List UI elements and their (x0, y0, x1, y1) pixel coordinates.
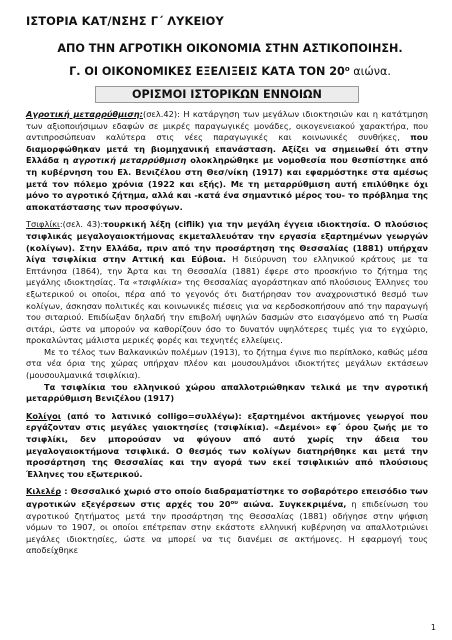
paragraph-expropriation: Τα τσιφλίκια του ελληνικού χώρου απαλλοτριώθηκαν τελικά με την αγροτική μεταρρύθμιση Βενιζέλου (1917) (26, 381, 428, 404)
section-title-tail: αιώνα. (349, 65, 391, 78)
text: της Θεσσαλίας αγοράστηκαν από πλούσιους Έλληνες του εξωτερικού οι οποίοι, πέρα από το γεγονός ότι διατήρησαν τον αναχρονιστικό θεσμό των κολίγων, άσκησαν πολιτικές και κοινωνικές πιέσεις για να κερδοσκοπήσουν από την παραγωγή του σιταριού. Επιδίωξαν δηλαδή την επιβολή υψηλών δασμών στο εισαγόμενο από τη Ρωσία σιτάρι, ώστε να μπορούν να καθορίζουν όσο το δυνατόν υψηλότερες τιμές για το εγχώριο, προκαλώντας μάλιστα μερικές φορές και τεχνητές ελλείψεις. (26, 277, 428, 346)
paragraph-koligoi (26, 411, 428, 481)
chapter-title: ΑΠΟ ΤΗΝ ΑΓΡΟΤΙΚΗ ΟΙΚΟΝΟΜΙΑ ΣΤΗΝ ΑΣΤΙΚΟΠΟΙΗΣΗ. (57, 42, 403, 55)
section-title-main: Γ. ΟΙ ΟΙΚΟΝΟΜΙΚΕΣ ΕΞΕΛΙΞΕΙΣ ΚΑΤΑ ΤΟΝ 20 (69, 65, 345, 78)
ref: :(σελ. 43): (59, 219, 104, 230)
paragraph-agrarian-reform (26, 109, 428, 213)
definitions-banner: ΟΡΙΣΜΟΙ ΙΣΤΟΡΙΚΩΝ ΕΝΝΟΙΩΝ (95, 86, 359, 103)
paragraph-balkan-wars: Με το τέλος των Βαλκανικών πολέμων (1913), το ζήτημα έγινε πιο περίπλοκο, καθώς μέσα στα νέα όρια της χώρας υπήρχαν πλέον και μουσουλμάνοι ιδιοκτήτες μεγάλων εκτάσεων (μουσουλμανικά τσιφλίκια). (26, 346, 428, 381)
bold-text: αιώνα. Συγκεκριμένα, (238, 499, 347, 509)
ref: (σελ.42): (142, 109, 180, 119)
bold-text: τουρκική λέξη (ciflik) για την μεγάλη έγγεια ιδιοκτησία. Ο πλούσιος τσιφλικάς μεγαλογαιοκτήμονας εκμεταλλευόταν την εργασία εξαρτημένων γεωργών (κολίγων). Στην Ελλάδα, πριν από την προσάρτηση της Θεσσαλίας (1881) υπήρχαν λίγα τσιφλίκια στην Αττική και Εύβοια. (26, 219, 428, 265)
term-tsifliki: Τσιφλίκι (26, 219, 60, 230)
bold-italic-text: αγροτική μεταρρύθμιση (72, 155, 187, 166)
bold-text: ολοκληρώθηκε με νομοθεσία που θεσπίστηκε από τη κυβέρνηση του Ελ. Βενιζέλου στη Θεσ/νίκη (1917) και εφαρμόστηκε στα αμέσως μετά τον πόλεμο χρόνια (1922 και εξής). Με τη μεταρρύθμιση αυτή επιλύθηκε όχι μόνο το αγροτικό ζήτημα, αλλά και -κατά ένα σημαντικό μέρος του- το πρόβλημα της αποκατάστασης των προσφύγων. (26, 155, 428, 212)
term-agrarian-reform: Αγροτική μεταρρύθμιση: (26, 109, 143, 119)
page-number: 1 (430, 623, 436, 632)
paragraph-kileler (26, 486, 428, 557)
term-koligoi: Κολίγοι (26, 410, 61, 421)
section-title (32, 65, 428, 78)
section-title-sup: ο (344, 65, 350, 73)
text: Η κατάργηση των μεγάλων ιδιοκτησιών και η κατάτμηση των αξιοποιήσιμων εδαφών σε μικρές παραγωγικές μονάδες, οικογενειακού χαρακτήρα, που αντιπροσώπευαν καλύτερα στις νέες παραγωγικές και κοινωνικές συνθήκες, (26, 109, 428, 143)
italic-text: «τσιφλίκια» (132, 277, 182, 288)
superscript: ου (230, 500, 239, 506)
bold-text: που διαμορφώθηκαν μετά τη βιομηχανική επανάσταση. Αξίζει να σημειωθεί ότι στην Ελλάδα η (26, 132, 428, 166)
bold-text: (από το λατινικό colligo=συλλέγω): εξαρτημένοι ακτήμονες γεωργοί που εργάζονταν στις μεγάλες γαιοκτησίες (τσιφλίκια). «Δεμένοι» εφ΄ όρου ζωής με το τσιφλίκι, δεν μπορούσαν να φύγουν από αυτό χωρίς την άδεια του μεγαλογαιοκτήμονα τσιφλικά. Ο θεσμός των κολίγων διατηρήθηκε και μετά την προσάρτηση της Θεσσαλίας και την αγορά των εκεί τσιφλικιών από πλούσιους Έλληνες του εξωτερικού. (26, 410, 428, 479)
text: η επιδείνωση του αγροτικού ζητήματος μετά την προσάρτηση της Θεσσαλίας (1881) οδήγησε στην ψήφιση νόμων το 1907, οι οποίοι επέτρεπαν στην εκάστοτε ελληνική κυβέρνηση να απαλλοτριώνει μεγάλες ιδιοκτησίες, ώστε να μπορεί να τις διανέμει σε ακτήμονες. Η εφαρμογή τους αποδείχθηκε (26, 499, 428, 556)
bold-text: : Θεσσαλικό χωριό στο οποίο διαδραματίστηκε το σοβαρότερο επεισόδιο των αγροτικών εξεγέρσεων στις αρχές του 20 (26, 486, 428, 509)
course-title: ΙΣΤΟΡΙΑ ΚΑΤ/ΝΣΗΣ Γ΄ ΛΥΚΕΙΟΥ (26, 14, 224, 28)
term-kileler: Κιλελέρ (26, 486, 62, 497)
text: Η διεύρυνση του ελληνικού κράτους με τα Επτάνησα (1864), την Άρτα και τη Θεσσαλία (1881) έφερε στο προσκήνιο το ζήτημα της μεγάλης ιδιοκτησίας. Τα (26, 254, 428, 288)
paragraph-tsifliki (26, 219, 428, 347)
